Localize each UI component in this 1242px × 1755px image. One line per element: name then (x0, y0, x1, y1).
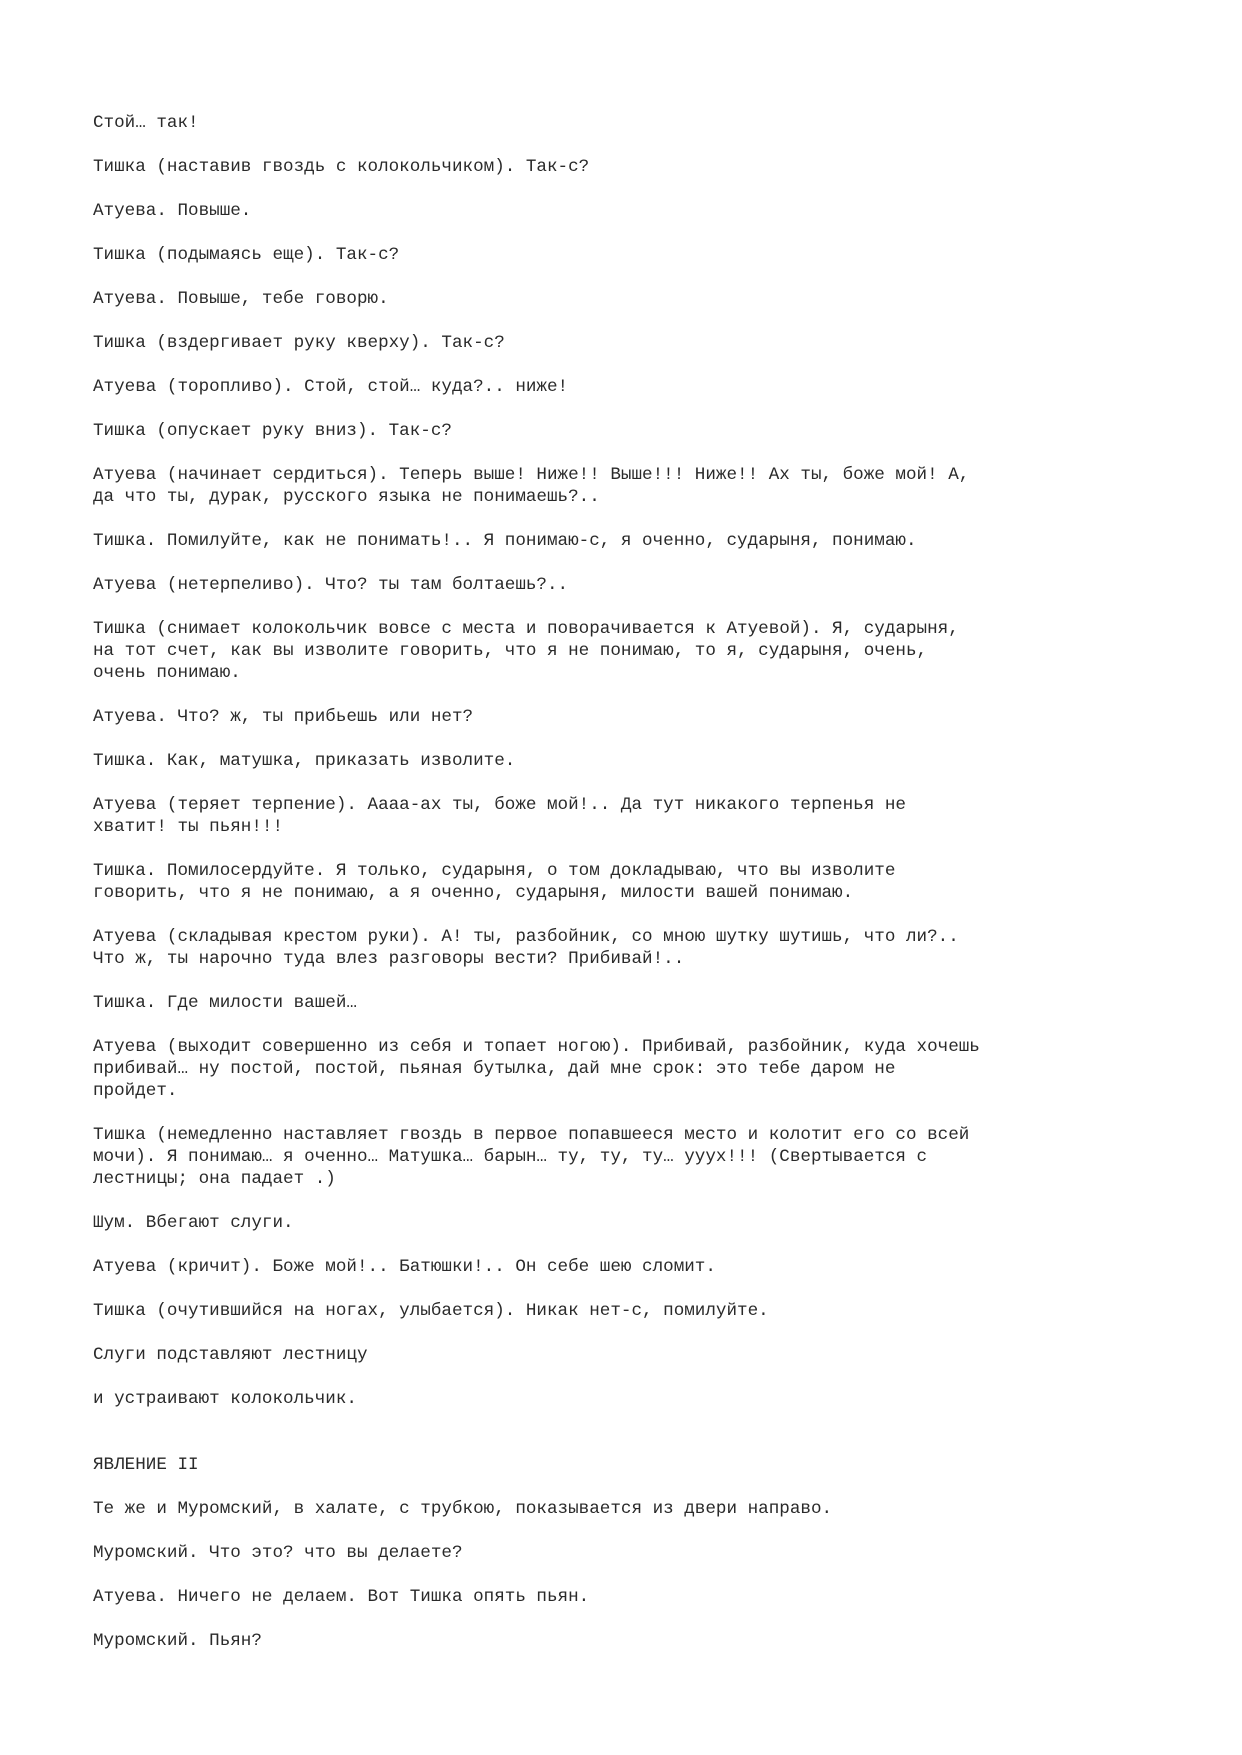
stage-direction: Шум. Вбегают слуги. (93, 1213, 294, 1233)
dialogue-line-tishka: Тишка (снимает колокольчик вовсе с места и поворачивается к Атуевой). Я, сударыня, на тот счет, как вы изволите говорить, что я не понимаю, то я, сударыня, очень, очень понимаю. (93, 619, 959, 683)
dialogue-line-atueva: Атуева. Ничего не делаем. Вот Тишка опять пьян. (93, 1587, 590, 1607)
dialogue-line-tishka: Тишка (опускает руку вниз). Так-с? (93, 421, 452, 441)
dialogue-line-tishka: Тишка. Помилуйте, как не понимать!.. Я понимаю-с, я оченно, сударыня, понимаю. (93, 531, 917, 551)
dialogue-line-tishka: Тишка (вздергивает руку кверху). Так-с? (93, 333, 505, 353)
dialogue-line-tishka: Тишка (наставив гвоздь с колокольчиком). Так-с? (93, 157, 590, 177)
stage-direction: Слуги подставляют лестницу (93, 1345, 368, 1365)
dialogue-line-tishka: Тишка. Помилосердуйте. Я только, сударыня, о том докладываю, что вы изволите говорить, что я не понимаю, а я оченно, сударыня, милости вашей понимаю. (93, 861, 896, 903)
scene-heading: ЯВЛЕНИЕ II (93, 1455, 199, 1475)
dialogue-line-atueva: Атуева. Повыше. (93, 201, 252, 221)
dialogue-line-atueva: Атуева (складывая крестом руки). А! ты, разбойник, со мною шутку шутишь, что ли?.. Что ж, ты нарочно туда влез разговоры вести? Прибивай!.. (93, 927, 959, 969)
dialogue-line-atueva: Атуева. Повыше, тебе говорю. (93, 289, 389, 309)
dialogue-line-atueva: Атуева. Что? ж, ты прибьешь или нет? (93, 707, 474, 727)
dialogue-line-tishka: Тишка (очутившийся на ногах, улыбается). Никак нет-с, помилуйте. (93, 1301, 769, 1321)
dialogue-line-muromsky: Муромский. Пьян? (93, 1631, 262, 1651)
dialogue-line-atueva: Атуева (торопливо). Стой, стой… куда?.. ниже! (93, 377, 569, 397)
stage-direction: и устраивают колокольчик. (93, 1389, 357, 1409)
dialogue-line-atueva: Атуева (начинает сердиться). Теперь выше! Ниже!! Выше!!! Ниже!! Ах ты, боже мой! А, да что ты, дурак, русского языка не понимаешь?.. (93, 465, 970, 507)
dialogue-line-atueva: Атуева (теряет терпение). Аааа-ах ты, боже мой!.. Да тут никакого терпенья не хватит! ты пьян!!! (93, 795, 906, 837)
dialogue-line-tishka: Тишка. Где милости вашей… (93, 993, 357, 1013)
dialogue-line-tishka: Тишка (подымаясь еще). Так-с? (93, 245, 400, 265)
dialogue-line-atueva: Атуева (кричит). Боже мой!.. Батюшки!.. Он себе шею сломит. (93, 1257, 716, 1277)
dialogue-line-tishka: Тишка (немедленно наставляет гвоздь в первое попавшееся место и колотит его со всей мочи). Я понимаю… я оченно… Матушка… барын… ту, ту, ту… уууx!!! (Свертывается с лестницы; она падает .) (93, 1125, 970, 1189)
stage-line: Стой… так! (93, 113, 199, 133)
dialogue-line-muromsky: Муромский. Что это? что вы делаете? (93, 1543, 463, 1563)
play-text (93, 112, 1193, 1674)
dialogue-line-tishka: Тишка. Как, матушка, приказать изволите. (93, 751, 516, 771)
dialogue-line-atueva: Атуева (нетерпеливо). Что? ты там болтаешь?.. (93, 575, 569, 595)
stage-direction: Те же и Муромский, в халате, с трубкою, показывается из двери направо. (93, 1499, 833, 1519)
dialogue-line-atueva: Атуева (выходит совершенно из себя и топает ногою). Прибивай, разбойник, куда хочешь прибивай… ну постой, постой, пьяная бутылка, дай мне срок: это тебе даром не пройдет. (93, 1037, 980, 1101)
